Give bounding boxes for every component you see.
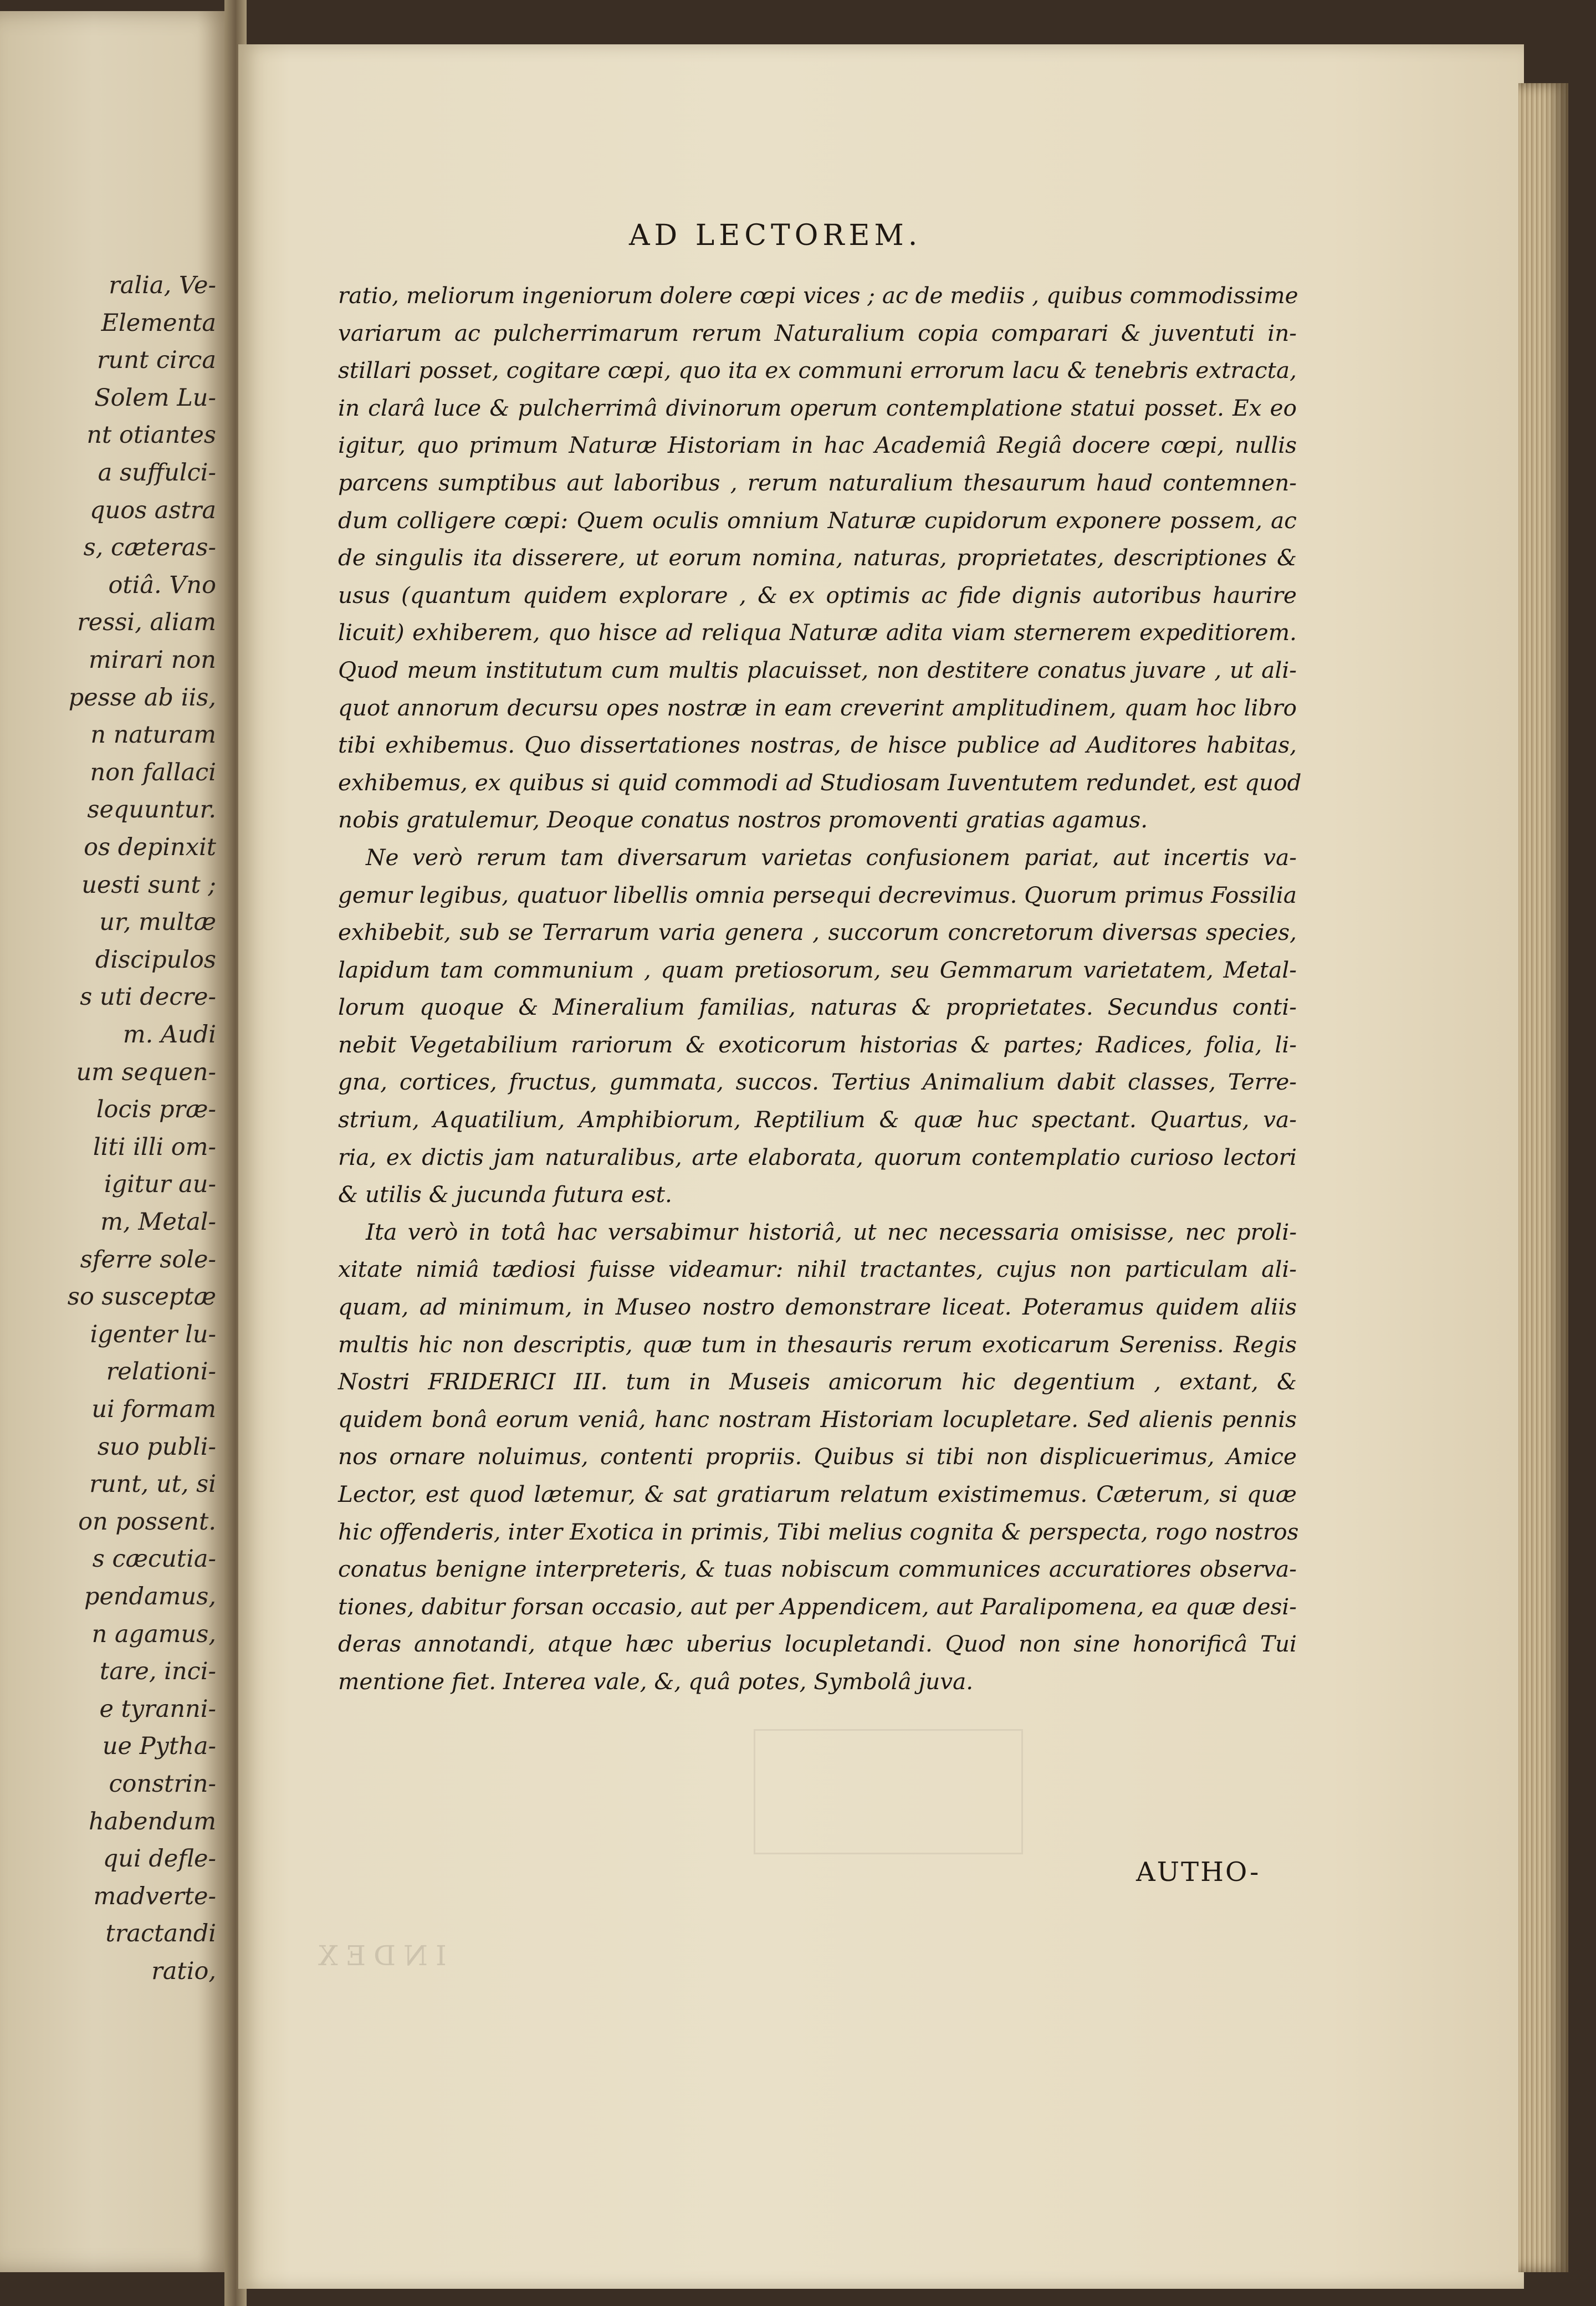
body-line: tibi exhibemus. Quo dissertationes nostras, de hisce publice ad Auditores habitas, bbox=[338, 732, 1297, 759]
body-line: Lector, est quod lætemur, & sat gratiarum relatum existimemus. Cæterum, si quæ bbox=[338, 1481, 1297, 1507]
left-page-line: m. Audi bbox=[122, 1021, 216, 1049]
body-line: usus (quantum quidem explorare , & ex optimis ac fide dignis autoribus haurire bbox=[338, 581, 1297, 609]
left-page-line: uesti sunt ; bbox=[81, 871, 216, 899]
left-page-line: ratio, bbox=[151, 1957, 216, 1985]
left-page-line: pendamus, bbox=[84, 1583, 216, 1610]
left-page-line: qui defle- bbox=[103, 1845, 216, 1873]
left-page-line: runt circa bbox=[97, 346, 216, 375]
show-through-frame bbox=[754, 1729, 1023, 1854]
left-page-line: s cæcutia- bbox=[92, 1545, 216, 1573]
left-page-line: habendum bbox=[89, 1807, 216, 1835]
page-edge bbox=[1518, 83, 1568, 2272]
body-line: Ne verò rerum tam diversarum varietas confusionem pariat, aut incertis va- bbox=[366, 843, 1297, 871]
body-line: Nostri FRIDERICI III. tum in Museis amicorum hic degentium , extant, & bbox=[338, 1368, 1297, 1395]
body-line: in clarâ luce & pulcherrimâ divinorum operum contemplatione statui posset. Ex eo bbox=[338, 394, 1297, 421]
body-line: licuit) exhiberem, quo hisce ad reliqua Naturæ adita viam sternerem expeditiorem. bbox=[338, 619, 1297, 646]
body-line: quidem bonâ eorum veniâ, hanc nostram Historiam locupletare. Sed alienis pennis bbox=[338, 1405, 1297, 1433]
left-page-line: ue Pytha- bbox=[102, 1732, 216, 1761]
left-page-line: suo publi- bbox=[97, 1433, 216, 1461]
body-line: nebit Vegetabilium rariorum & exoticorum historias & partes; Radices, folia, li- bbox=[338, 1031, 1297, 1058]
left-page-line: ressi, aliam bbox=[77, 609, 216, 637]
body-line: de singulis ita disserere, ut eorum nomina, naturas, proprietates, descriptiones & bbox=[338, 544, 1297, 571]
left-page-line: a suffulci- bbox=[98, 459, 216, 487]
page-title: AD LECTOREM. bbox=[629, 219, 922, 252]
left-page-line: tare, inci- bbox=[99, 1658, 216, 1686]
left-page-line: locis præ- bbox=[96, 1096, 216, 1124]
body-line: nobis gratulemur, Deoque conatus nostros promoventi gratias agamus. bbox=[338, 806, 1148, 834]
left-page-line: sferre sole- bbox=[80, 1245, 216, 1274]
left-page bbox=[0, 11, 233, 2272]
left-page-line: discipulos bbox=[95, 945, 216, 974]
left-page-line: so susceptæ bbox=[67, 1283, 216, 1311]
body-line: tiones, dabitur forsan occasio, aut per Appendicem, aut Paralipomena, ea quæ desi- bbox=[338, 1593, 1297, 1620]
body-line: lapidum tam communium , quam pretiosorum, seu Gemmarum varietatem, Metal- bbox=[338, 956, 1297, 983]
left-page-line: m, Metal- bbox=[100, 1208, 216, 1236]
body-line: variarum ac pulcherrimarum rerum Naturalium copia comparari & juventuti in- bbox=[338, 319, 1297, 346]
body-line: conatus benigne interpreteris, & tuas nobiscum communices accuratiores observa- bbox=[338, 1556, 1297, 1583]
left-page-line: e tyranni- bbox=[99, 1695, 216, 1723]
body-line: exhibemus, ex quibus si quid commodi ad Studiosam Iuventutem redundet, est quod bbox=[338, 769, 1302, 796]
left-page-line: pesse ab iis, bbox=[68, 683, 216, 712]
left-page-line: s uti decre- bbox=[80, 983, 216, 1011]
body-line: ratio, meliorum ingeniorum dolere cœpi vices ; ac de mediis , quibus commodissime bbox=[338, 282, 1298, 309]
left-page-line: nt otiantes bbox=[86, 421, 216, 449]
body-line: quam, ad minimum, in Museo nostro demonstrare liceat. Poteramus quidem aliis bbox=[338, 1293, 1297, 1321]
left-page-line: igenter lu- bbox=[90, 1320, 216, 1348]
left-page-line: otiâ. Vno bbox=[108, 571, 216, 599]
left-page-line: ralia, Ve- bbox=[109, 272, 216, 299]
body-line: mentione fiet. Interea vale, &, quâ potes, Symbolâ juva. bbox=[338, 1668, 974, 1695]
left-page-line: non fallaci bbox=[90, 758, 216, 786]
left-page-line: tractandi bbox=[105, 1920, 216, 1948]
left-page-line: sequuntur. bbox=[87, 796, 216, 824]
body-line: quot annorum decursu opes nostræ in eam creverint amplitudinem, quam hoc libro bbox=[338, 694, 1297, 721]
body-line: parcens sumptibus aut laboribus , rerum naturalium thesaurum haud contemnen- bbox=[338, 469, 1297, 496]
left-page-line: ui formam bbox=[91, 1395, 216, 1423]
left-page-line: runt, ut, si bbox=[89, 1470, 216, 1499]
show-through-text: INDEX bbox=[310, 1940, 447, 1972]
body-line: hic offenderis, inter Exotica in primis, Tibi melius cognita & perspecta, rogo nostros bbox=[338, 1518, 1299, 1545]
body-line: strium, Aquatilium, Amphibiorum, Reptilium & quæ huc spectant. Quartus, va- bbox=[338, 1106, 1297, 1133]
body-line: Ita verò in totâ hac versabimur historiâ, ut nec necessaria omisisse, nec proli- bbox=[366, 1218, 1297, 1245]
left-page-line: um sequen- bbox=[76, 1058, 216, 1086]
body-line: deras annotandi, atque hæc uberius locupletandi. Quod non sine honorificâ Tui bbox=[338, 1630, 1297, 1658]
body-line: exhibebit, sub se Terrarum varia genera , succorum concretorum diversas species, bbox=[338, 919, 1297, 946]
left-page-line: n agamus, bbox=[91, 1620, 216, 1648]
left-page-line: igitur au- bbox=[104, 1170, 216, 1199]
body-line: lorum quoque & Mineralium familias, naturas & proprietates. Secundus conti- bbox=[338, 994, 1297, 1021]
left-page-line: constrin- bbox=[109, 1770, 216, 1798]
left-page-line: ur, multæ bbox=[99, 908, 216, 937]
body-line: ria, ex dictis jam naturalibus, arte elaborata, quorum contemplatio curioso lectori bbox=[338, 1143, 1297, 1170]
left-page-line: s, cæteras- bbox=[83, 534, 216, 562]
left-page-line: relationi- bbox=[106, 1358, 216, 1386]
left-page-line: liti illi om- bbox=[93, 1133, 216, 1161]
left-page-line: quos astra bbox=[89, 496, 216, 524]
body-line: dum colligere cœpi: Quem oculis omnium Naturæ cupidorum exponere possem, ac bbox=[338, 507, 1297, 534]
left-page-line: madverte- bbox=[93, 1882, 216, 1910]
body-line: Quod meum institutum cum multis placuisset, non destitere conatus juvare , ut ali- bbox=[338, 656, 1297, 683]
body-line: xitate nimiâ tædiosi fuisse videamur: nihil tractantes, cujus non particulam ali- bbox=[338, 1256, 1297, 1283]
body-line: gemur legibus, quatuor libellis omnia persequi decrevimus. Quorum primus Fossilia bbox=[338, 881, 1297, 908]
body-text bbox=[338, 277, 1302, 1701]
left-page-line: on possent. bbox=[78, 1507, 216, 1536]
left-page-line: Elementa bbox=[101, 309, 216, 337]
catchword: AUTHO- bbox=[1136, 1857, 1261, 1888]
body-line: gna, cortices, fructus, gummata, succos. Tertius Animalium dabit classes, Terre- bbox=[338, 1068, 1297, 1096]
body-line: stillari posset, cogitare cœpi, quo ita ex communi errorum lacu & tenebris extracta, bbox=[338, 357, 1297, 384]
body-line: nos ornare noluimus, contenti propriis. Quibus si tibi non displicuerimus, Amice bbox=[338, 1443, 1297, 1470]
body-line: & utilis & jucunda futura est. bbox=[338, 1181, 672, 1208]
left-page-line: n naturam bbox=[90, 721, 216, 749]
left-page-line: Solem Lu- bbox=[94, 384, 216, 412]
left-page-line: mirari non bbox=[89, 646, 216, 674]
body-line: multis hic non descriptis, quæ tum in thesauris rerum exoticarum Sereniss. Regis bbox=[338, 1331, 1297, 1358]
body-line: igitur, quo primum Naturæ Historiam in hac Academiâ Regiâ docere cœpi, nullis bbox=[338, 432, 1297, 459]
left-page-line: os depinxit bbox=[84, 834, 216, 861]
